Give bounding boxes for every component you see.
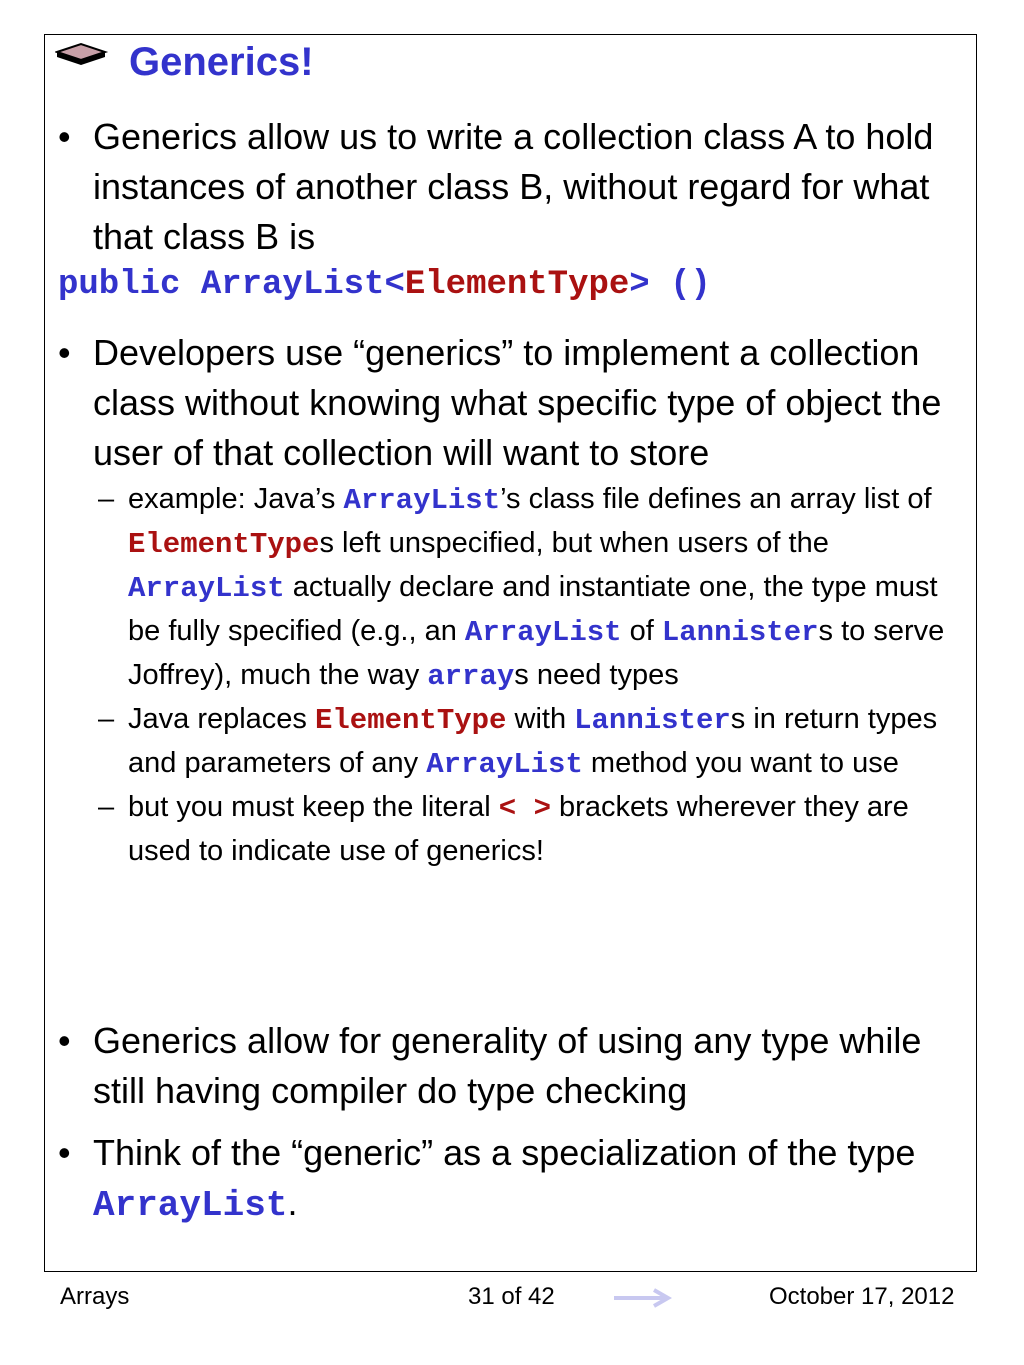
bullet-2: [58, 328, 973, 873]
code-array: array: [427, 660, 515, 693]
bullet-mark: •: [58, 1132, 71, 1173]
sub-2-text: s in return types and parameters of any: [128, 703, 938, 779]
code-part-3: > (): [629, 266, 711, 304]
code-signature: [58, 266, 711, 304]
sub-mark: –: [98, 791, 115, 823]
sub-1-text: s left unspecified, but when users of the: [319, 527, 829, 559]
sub-bullet-1: [58, 478, 973, 698]
sub-1-text: of: [621, 615, 662, 647]
sub-1-text: ’s class file defines an array list of: [500, 483, 932, 515]
footer-date: October 17, 2012: [769, 1283, 955, 1310]
code-arraylist: ArrayList: [464, 616, 622, 649]
bullet-4-text: Think of the “generic” as a specialization of the type: [93, 1132, 916, 1173]
code-lannister: Lannister: [574, 704, 731, 737]
bullet-4: [58, 1128, 973, 1231]
bullet-mark: •: [58, 1020, 71, 1061]
code-arraylist: ArrayList: [426, 748, 583, 781]
next-arrow-icon[interactable]: [612, 1286, 672, 1310]
bullet-1: [58, 112, 973, 262]
sub-1-text: actually declare and instantiate one, the type must be fully specified (e.g., an: [128, 571, 938, 647]
bullet-2-text: Developers use “generics” to implement a collection class without knowing what specific type of object the user of that collection will want to store: [93, 332, 942, 473]
bullet-4-text: .: [287, 1182, 298, 1223]
sub-2-text: with: [506, 703, 575, 735]
code-part-2: ElementType: [404, 266, 630, 304]
code-arraylist: ArrayList: [343, 484, 501, 517]
page-number: 31 of 42: [468, 1283, 555, 1310]
sub-2-text: method you want to use: [582, 747, 899, 779]
diamond-arrow-icon: [55, 42, 111, 72]
bullet-mark: •: [58, 116, 71, 157]
bullet-3-text: Generics allow for generality of using any type while still having compiler do type checking: [93, 1020, 922, 1111]
code-angle-brackets: < >: [498, 792, 551, 825]
sub-3-text: brackets wherever they are used to indicate use of generics!: [128, 791, 909, 867]
sub-bullet-3: [58, 786, 973, 873]
sub-1-text: s to serve Joffrey), much the way: [128, 615, 945, 691]
sub-1-text: example: Java’s: [128, 483, 344, 515]
bullet-mark: •: [58, 332, 71, 373]
code-arraylist: ArrayList: [93, 1185, 288, 1226]
code-part-1: public ArrayList<: [58, 266, 405, 304]
sub-mark: –: [98, 483, 115, 515]
sub-1-text: s need types: [514, 659, 679, 691]
sub-mark: –: [98, 703, 115, 735]
code-elementtype: ElementType: [315, 704, 507, 737]
code-elementtype: ElementType: [128, 528, 320, 561]
bullet-1-text: Generics allow us to write a collection class A to hold instances of another class B, without regard for what that class B is: [93, 116, 934, 257]
bullet-3: [58, 1016, 973, 1116]
footer-left: Arrays: [60, 1283, 130, 1310]
code-lannister: Lannister: [661, 616, 819, 649]
sub-3-text: but you must keep the literal: [128, 791, 499, 823]
page-title: Generics!: [129, 40, 314, 84]
sub-2-text: Java replaces: [128, 703, 315, 735]
code-arraylist: ArrayList: [128, 572, 285, 605]
sub-bullet-2: [58, 698, 973, 786]
